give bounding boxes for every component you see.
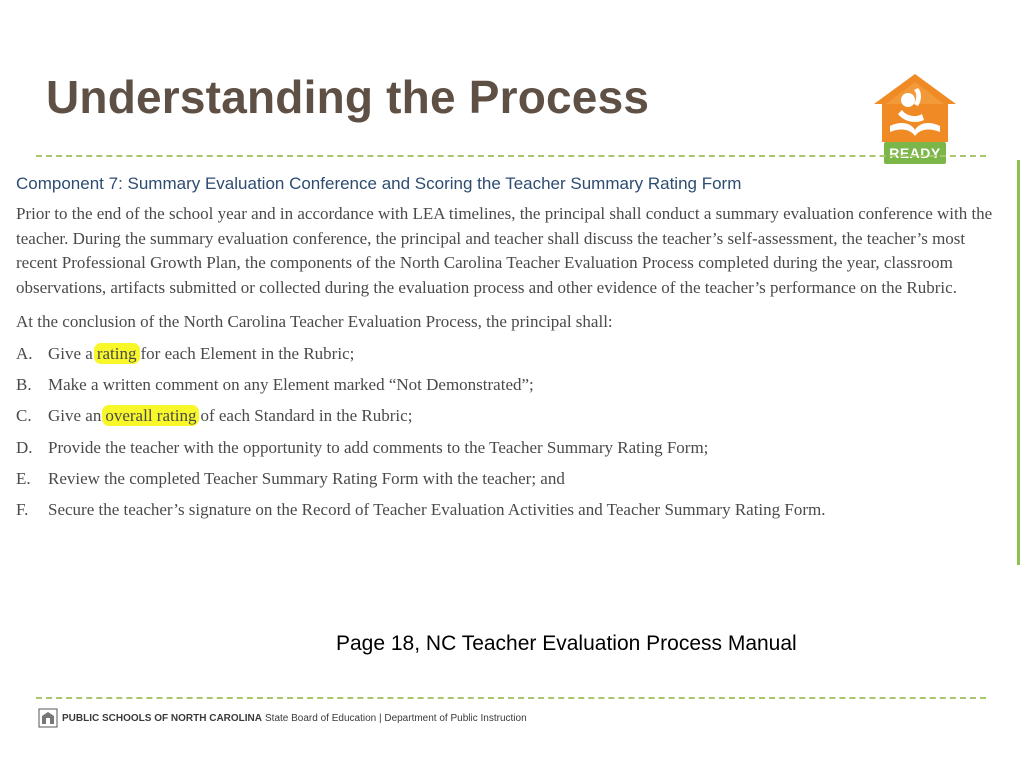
top-divider <box>36 155 986 157</box>
excerpt-intro: At the conclusion of the North Carolina Teacher Evaluation Process, the principal shall: <box>16 312 613 331</box>
highlighted-term: rating <box>94 343 140 364</box>
source-caption: Page 18, NC Teacher Evaluation Process Manual <box>336 632 797 655</box>
list-item <box>16 432 1006 463</box>
ready-badge: READY <box>884 142 946 164</box>
list-text-after: for each Element in the Rubric; <box>140 344 355 363</box>
list-text <box>48 338 354 369</box>
list-item <box>16 400 1006 431</box>
component-heading: Component 7: Summary Evaluation Conference and Scoring the Teacher Summary Rating Form <box>16 174 742 193</box>
bottom-divider <box>36 697 986 699</box>
list-text <box>48 400 412 431</box>
house-reader-icon <box>872 74 958 144</box>
state-seal-icon <box>38 708 58 728</box>
list-text: Provide the teacher with the opportunity to add comments to the Teacher Summary Rating Form; <box>48 437 709 457</box>
list-letter: D. <box>16 437 33 457</box>
list-item <box>16 494 1006 525</box>
list-text-before: Give an <box>48 406 102 426</box>
manual-excerpt <box>16 174 1006 525</box>
list-item <box>16 369 1006 400</box>
list-letter: A. <box>16 344 33 363</box>
list-text: Make a written comment on any Element marked “Not Demonstrated”; <box>48 375 534 395</box>
edge-accent <box>1017 160 1020 565</box>
list-letter: C. <box>16 406 32 426</box>
list-item <box>16 463 1006 494</box>
slide-title: Understanding the Process <box>46 71 650 123</box>
excerpt-paragraph: Prior to the end of the school year and in accordance with LEA timelines, the principal shall conduct a summary evaluation conference with the teacher. During the summary evaluation conference, the principal and teacher shall discuss the teacher’s self-assessment, the teacher’s most recent Professional Growth Plan, the components of the North Carolina Teacher Evaluation Process completed during the year, classroom observations, artifacts submitted or collected during the evaluation process and other evidence of the teacher’s performance on the Rubric. <box>16 204 993 297</box>
list-letter: F. <box>16 499 29 519</box>
list-letter: E. <box>16 468 31 488</box>
list-item <box>16 338 1006 369</box>
ready-logo <box>872 74 958 166</box>
footer-subtitle: State Board of Education | Department of Public Instruction <box>265 712 527 724</box>
footer <box>38 708 527 728</box>
list-letter: B. <box>16 375 32 395</box>
list-text-before: Give a <box>48 344 93 363</box>
highlighted-term: overall rating <box>102 405 199 426</box>
list-text-after: of each Standard in the Rubric; <box>200 406 413 426</box>
list-text: Secure the teacher’s signature on the Record of Teacher Evaluation Activities and Teacher Summary Rating Form. <box>48 499 826 519</box>
list-text: Review the completed Teacher Summary Rating Form with the teacher; and <box>48 468 565 488</box>
footer-org: PUBLIC SCHOOLS OF NORTH CAROLINA <box>62 712 262 724</box>
principal-duties-list <box>16 338 1006 525</box>
